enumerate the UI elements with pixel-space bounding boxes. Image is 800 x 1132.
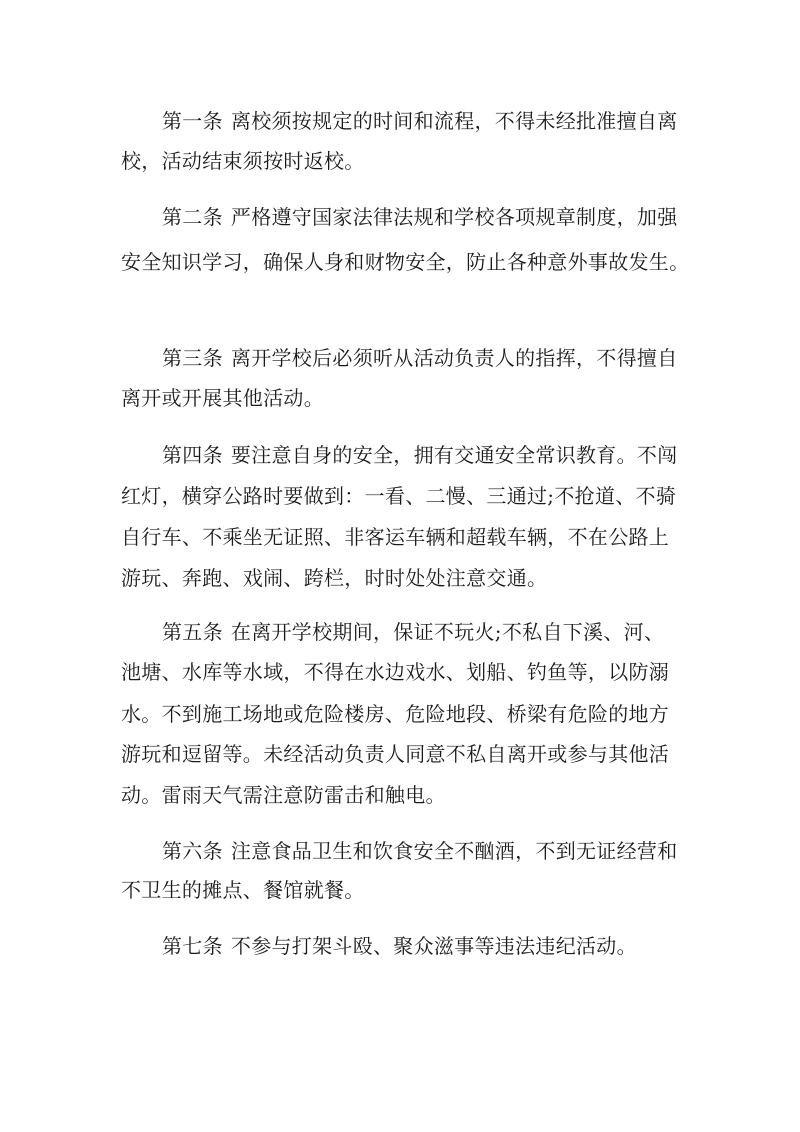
- article-1-number: 第一条: [162, 109, 223, 133]
- article-4-line-1: [162, 440, 678, 470]
- article-5-number: 第五条: [162, 620, 223, 644]
- article-1-text: 离校须按规定的时间和流程，不得未经批准擅自离: [230, 109, 678, 133]
- article-7-number: 第七条: [162, 934, 223, 958]
- article-4-line-4: 游玩、奔跑、戏闹、跨栏，时时处处注意交通。: [121, 566, 548, 590]
- article-1-line-2: 校，活动结束须按时返校。: [121, 149, 365, 173]
- article-5-line-4: 游玩和逗留等。未经活动负责人同意不私自离开或参与其他活: [121, 742, 670, 766]
- article-6-text: 注意食品卫生和饮食安全不酗酒，不到无证经营和: [230, 839, 678, 863]
- article-6-line-1: [162, 836, 678, 866]
- article-4-number: 第四条: [162, 443, 223, 467]
- article-2-line-2: 安全知识学习，确保人身和财物安全，防止各种意外事故发生。: [121, 250, 690, 274]
- article-2-text: 严格遵守国家法律法规和学校各项规章制度，加强: [230, 205, 678, 229]
- article-2-line-1: [162, 202, 678, 232]
- article-3-line-1: [162, 343, 678, 373]
- article-5-line-1: [162, 617, 664, 647]
- article-3-line-2: 离开或开展其他活动。: [121, 386, 324, 410]
- article-7-line-1: [162, 931, 637, 961]
- article-7-text: 不参与打架斗殴、聚众滋事等违法违纪活动。: [230, 934, 637, 958]
- article-5-line-3: 水。不到施工场地或危险楼房、危险地段、桥梁有危险的地方: [121, 702, 670, 726]
- article-2-number: 第二条: [162, 205, 223, 229]
- article-5-line-2: 池塘、水库等水域，不得在水边戏水、划船、钓鱼等，以防溺: [121, 660, 670, 684]
- article-3-text: 离开学校后必须听从活动负责人的指挥，不得擅自: [230, 346, 678, 370]
- article-4-line-3: 自行车、不乘坐无证照、非客运车辆和超载车辆，不在公路上: [121, 525, 670, 549]
- article-6-number: 第六条: [162, 839, 223, 863]
- article-1-line-1: [162, 106, 678, 136]
- article-5-line-5: 动。雷雨天气需注意防雷击和触电。: [121, 783, 446, 807]
- article-4-line-2: 红灯，横穿公路时要做到：一看、二慢、三通过;不抢道、不骑: [121, 484, 677, 508]
- article-6-line-2: 不卫生的摊点、餐馆就餐。: [121, 878, 365, 902]
- article-3-number: 第三条: [162, 346, 223, 370]
- article-5-text: 在离开学校期间，保证不玩火;不私自下溪、河、: [230, 620, 665, 644]
- article-4-text: 要注意自身的安全，拥有交通安全常识教育。不闯: [230, 443, 678, 467]
